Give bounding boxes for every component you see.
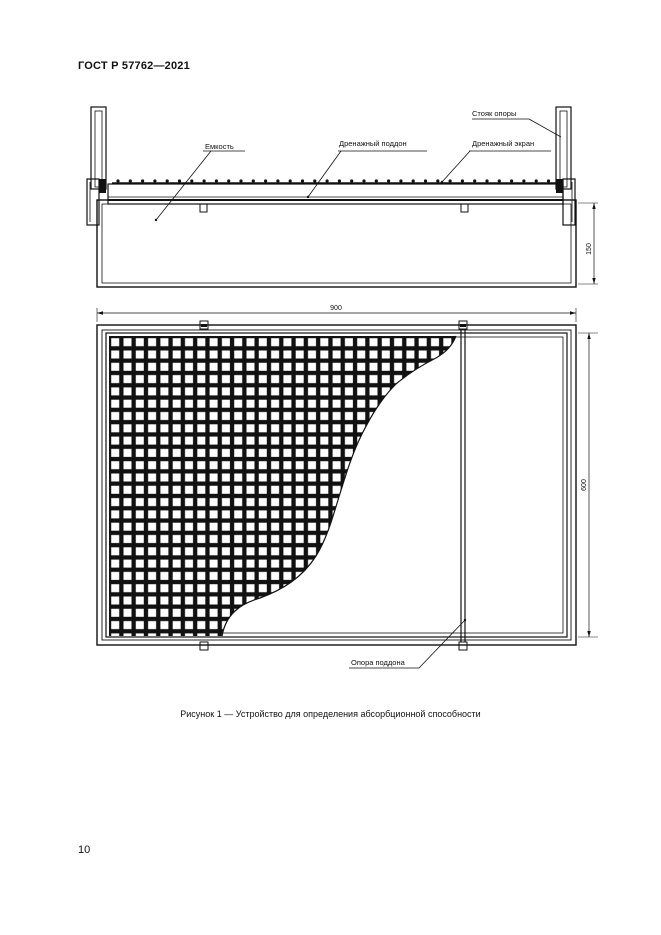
screen-knot <box>301 179 304 182</box>
screen-knot <box>129 179 132 182</box>
screen-knot <box>239 179 242 182</box>
tray-foot-left <box>200 204 207 212</box>
screen-knot <box>252 179 255 182</box>
screen-knot <box>375 179 378 182</box>
screen-knot <box>276 179 279 182</box>
screen-knot <box>535 179 538 182</box>
top-view <box>97 308 598 668</box>
screen-knot <box>289 179 292 182</box>
screen-knot <box>313 179 316 182</box>
screen-knot <box>449 179 452 182</box>
screen-knot <box>338 179 341 182</box>
screen-knot <box>350 179 353 182</box>
screen-knot <box>178 179 181 182</box>
screen-knot <box>190 179 193 182</box>
screen-knot <box>203 179 206 182</box>
page-number: 10 <box>78 844 91 856</box>
screen-knot <box>498 179 501 182</box>
screen-knot <box>510 179 513 182</box>
screen-knot <box>424 179 427 182</box>
container-inner <box>102 204 571 283</box>
label-container: Емкость <box>205 142 234 151</box>
screen-knot <box>227 179 230 182</box>
side-view <box>87 107 598 287</box>
screen-knot <box>399 179 402 182</box>
screen-knot <box>387 179 390 182</box>
screen-knot <box>141 179 144 182</box>
screen-knot <box>522 179 525 182</box>
screen-knot <box>547 179 550 182</box>
screen-knot <box>362 179 365 182</box>
screen-knot <box>153 179 156 182</box>
support-post-right <box>556 107 575 225</box>
dimension-height: 150 <box>586 243 593 255</box>
screen-knot <box>326 179 329 182</box>
label-tray-support: Опора поддона <box>351 658 405 667</box>
label-drain-screen: Дренажный экран <box>472 139 535 148</box>
dimension-width: 900 <box>330 305 342 312</box>
label-drain-tray: Дренажный поддон <box>339 139 407 148</box>
screen-knot <box>461 179 464 182</box>
screen-knot <box>473 179 476 182</box>
tray-foot-right <box>461 204 468 212</box>
label-support-post: Стояк опоры <box>472 109 517 118</box>
dimension-depth: 600 <box>581 479 588 491</box>
screen-grid <box>109 336 469 636</box>
screen-knot <box>436 179 439 182</box>
screen-knot <box>412 179 415 182</box>
container-outer <box>97 200 576 287</box>
screen-knot <box>485 179 488 182</box>
screen-knot <box>264 179 267 182</box>
screen-knot <box>215 179 218 182</box>
figure-caption: Рисунок 1 — Устройство для определения абсорбционной способности <box>180 709 481 719</box>
screen-knots <box>116 179 550 182</box>
screen-knot <box>116 179 119 182</box>
screen-knot <box>166 179 169 182</box>
document-header: ГОСТ Р 57762—2021 <box>78 60 190 72</box>
